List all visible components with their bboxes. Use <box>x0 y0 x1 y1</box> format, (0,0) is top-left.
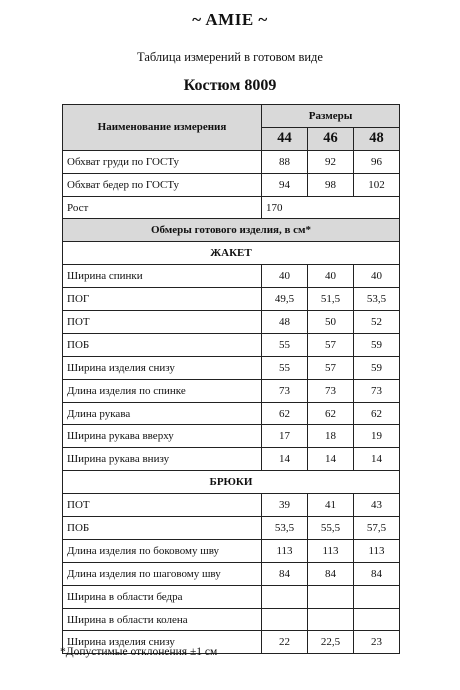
measurement-name: Ширина рукава внизу <box>63 448 262 471</box>
measurement-name: ПОТ <box>63 494 262 517</box>
measurement-value: 40 <box>308 265 354 288</box>
table-row <box>63 356 400 379</box>
measurement-value: 57 <box>308 333 354 356</box>
measurement-value: 14 <box>308 448 354 471</box>
table-row <box>63 585 400 608</box>
measurement-value: 50 <box>308 311 354 334</box>
measurement-name: Длина изделия по боковому шву <box>63 539 262 562</box>
measurement-value: 40 <box>262 265 308 288</box>
measurement-name: Ширина спинки <box>63 265 262 288</box>
measurement-name: Ширина изделия снизу <box>63 631 262 654</box>
measurement-name: Ширина в области колена <box>63 608 262 631</box>
section-row <box>63 471 400 494</box>
section-row <box>63 242 400 265</box>
measurement-value: 14 <box>354 448 400 471</box>
measurement-name: ПОГ <box>63 288 262 311</box>
measurement-value: 17 <box>262 425 308 448</box>
measurement-value: 73 <box>354 379 400 402</box>
section-title: БРЮКИ <box>63 471 400 494</box>
measurement-value <box>308 585 354 608</box>
document-title: Костюм 8009 <box>183 77 277 94</box>
measurement-name: Длина изделия по шаговому шву <box>63 562 262 585</box>
measurement-value: 62 <box>262 402 308 425</box>
measurement-name: ПОБ <box>63 517 262 540</box>
measurement-value: 52 <box>354 311 400 334</box>
measurement-value: 53,5 <box>354 288 400 311</box>
measurements-table <box>62 104 400 654</box>
measurement-name: Длина рукава <box>63 402 262 425</box>
measurement-name: ПОБ <box>63 333 262 356</box>
table-row <box>63 333 400 356</box>
table-row <box>63 402 400 425</box>
measurement-value: 55 <box>262 356 308 379</box>
measurement-value: 51,5 <box>308 288 354 311</box>
measurement-name: Ширина в области бедра <box>63 585 262 608</box>
measurement-value: 96 <box>354 150 400 173</box>
measurement-name: Обхват груди по ГОСТу <box>63 150 262 173</box>
measurement-value: 73 <box>262 379 308 402</box>
measurement-value: 73 <box>308 379 354 402</box>
measurement-value <box>308 608 354 631</box>
measurements-table-body <box>63 105 400 654</box>
table-row <box>63 196 400 219</box>
measurement-value: 94 <box>262 173 308 196</box>
measurement-value: 102 <box>354 173 400 196</box>
measurement-value: 84 <box>308 562 354 585</box>
measurement-name: ПОТ <box>63 311 262 334</box>
measurement-value: 84 <box>354 562 400 585</box>
measurement-name: Ширина рукава вверху <box>63 425 262 448</box>
measurement-name: Рост <box>63 196 262 219</box>
table-row <box>63 288 400 311</box>
measurement-value: 57 <box>308 356 354 379</box>
measurement-value: 62 <box>354 402 400 425</box>
header-measurement-name: Наименование измерения <box>63 105 262 151</box>
table-row <box>63 517 400 540</box>
measurement-value: 23 <box>354 631 400 654</box>
header-sizes: Размеры <box>262 105 400 128</box>
table-row <box>63 539 400 562</box>
measurement-value <box>262 608 308 631</box>
table-row <box>63 425 400 448</box>
measurement-value: 43 <box>354 494 400 517</box>
finished-measurements-title: Обмеры готового изделия, в см* <box>63 219 400 242</box>
measurement-value: 48 <box>262 311 308 334</box>
measurement-value: 53,5 <box>262 517 308 540</box>
measurement-value: 57,5 <box>354 517 400 540</box>
measurement-value: 88 <box>262 150 308 173</box>
measurement-value: 55,5 <box>308 517 354 540</box>
table-row <box>63 311 400 334</box>
measurement-value: 14 <box>262 448 308 471</box>
measurement-value: 92 <box>308 150 354 173</box>
measurement-value: 113 <box>354 539 400 562</box>
measurement-value: 49,5 <box>262 288 308 311</box>
measurement-value <box>354 585 400 608</box>
measurement-value: 40 <box>354 265 400 288</box>
header-size-44: 44 <box>262 127 308 150</box>
footnote: *Допустимые отклонения ±1 см <box>60 646 218 658</box>
header-size-46: 46 <box>308 127 354 150</box>
measurement-value: 113 <box>308 539 354 562</box>
measurement-value: 41 <box>308 494 354 517</box>
brand-logo-text: ~ AMIE ~ <box>192 10 268 29</box>
measurement-name: Обхват бедер по ГОСТу <box>63 173 262 196</box>
table-row <box>63 494 400 517</box>
table-row <box>63 265 400 288</box>
document-subtitle: Таблица измерений в готовом виде <box>137 50 323 64</box>
measurement-name: Ширина изделия снизу <box>63 356 262 379</box>
measurement-value <box>354 608 400 631</box>
measurement-value: 39 <box>262 494 308 517</box>
measurement-value: 22,5 <box>308 631 354 654</box>
measurement-value: 59 <box>354 356 400 379</box>
measurement-value: 62 <box>308 402 354 425</box>
measurement-value: 98 <box>308 173 354 196</box>
table-row <box>63 379 400 402</box>
table-row <box>63 608 400 631</box>
header-size-48: 48 <box>354 127 400 150</box>
finished-title-row <box>63 219 400 242</box>
measurement-value: 55 <box>262 333 308 356</box>
section-title: ЖАКЕТ <box>63 242 400 265</box>
measurement-value: 22 <box>262 631 308 654</box>
measurement-name: Длина изделия по спинке <box>63 379 262 402</box>
measurement-value: 59 <box>354 333 400 356</box>
table-header-row-top <box>63 105 400 128</box>
measurement-value: 18 <box>308 425 354 448</box>
table-row <box>63 448 400 471</box>
table-row <box>63 173 400 196</box>
measurement-value: 19 <box>354 425 400 448</box>
measurement-value <box>262 585 308 608</box>
table-row <box>63 562 400 585</box>
table-row <box>63 150 400 173</box>
measurement-value: 170 <box>262 196 400 219</box>
measurement-value: 84 <box>262 562 308 585</box>
measurement-value: 113 <box>262 539 308 562</box>
